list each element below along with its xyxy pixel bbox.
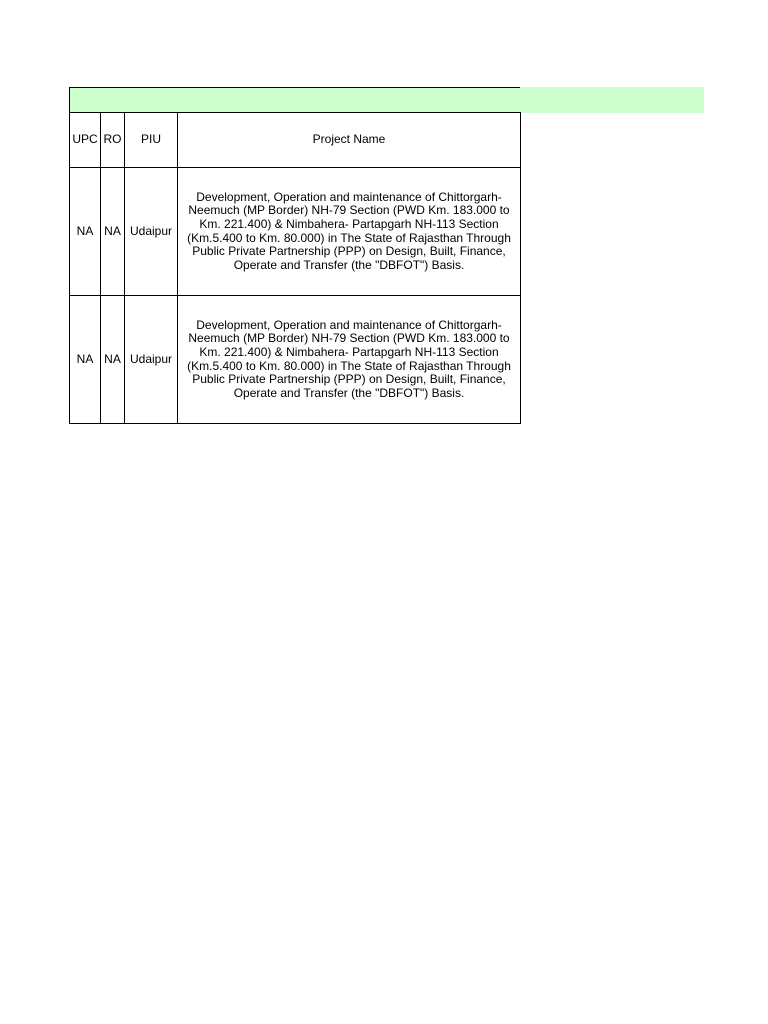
cell-project-name: Development, Operation and maintenance of Chittorgarh-Neemuch (MP Border) NH-79 Section (PWD Km. 183.000 to Km. 221.400) & Nimbahera- Partapgarh NH-113 Section (Km.5.400 to Km. 80.000) in The State of Rajasthan Through Public Private Partnership (PPP) on Design, Built, Finance, Operate and Transfer (the "DBFOT") Basis. (178, 296, 521, 424)
column-header-ro: RO (101, 113, 125, 168)
table-row (70, 168, 521, 296)
table-header-row (70, 113, 521, 168)
cell-ro: NA (101, 168, 125, 296)
cell-upc: NA (70, 296, 101, 424)
cell-piu: Udaipur (125, 296, 178, 424)
cell-upc: NA (70, 168, 101, 296)
table-row (70, 296, 521, 424)
column-header-project-name: Project Name (178, 113, 521, 168)
projects-table (69, 112, 521, 424)
column-header-piu: PIU (125, 113, 178, 168)
header-band-left-border (69, 87, 70, 113)
header-band (69, 87, 704, 113)
cell-piu: Udaipur (125, 168, 178, 296)
cell-ro: NA (101, 296, 125, 424)
cell-project-name: Development, Operation and maintenance of Chittorgarh-Neemuch (MP Border) NH-79 Section (PWD Km. 183.000 to Km. 221.400) & Nimbahera- Partapgarh NH-113 Section (Km.5.400 to Km. 80.000) in The State of Rajasthan Through Public Private Partnership (PPP) on Design, Built, Finance, Operate and Transfer (the "DBFOT") Basis. (178, 168, 521, 296)
column-header-upc: UPC (70, 113, 101, 168)
header-band-top-border (69, 87, 520, 88)
